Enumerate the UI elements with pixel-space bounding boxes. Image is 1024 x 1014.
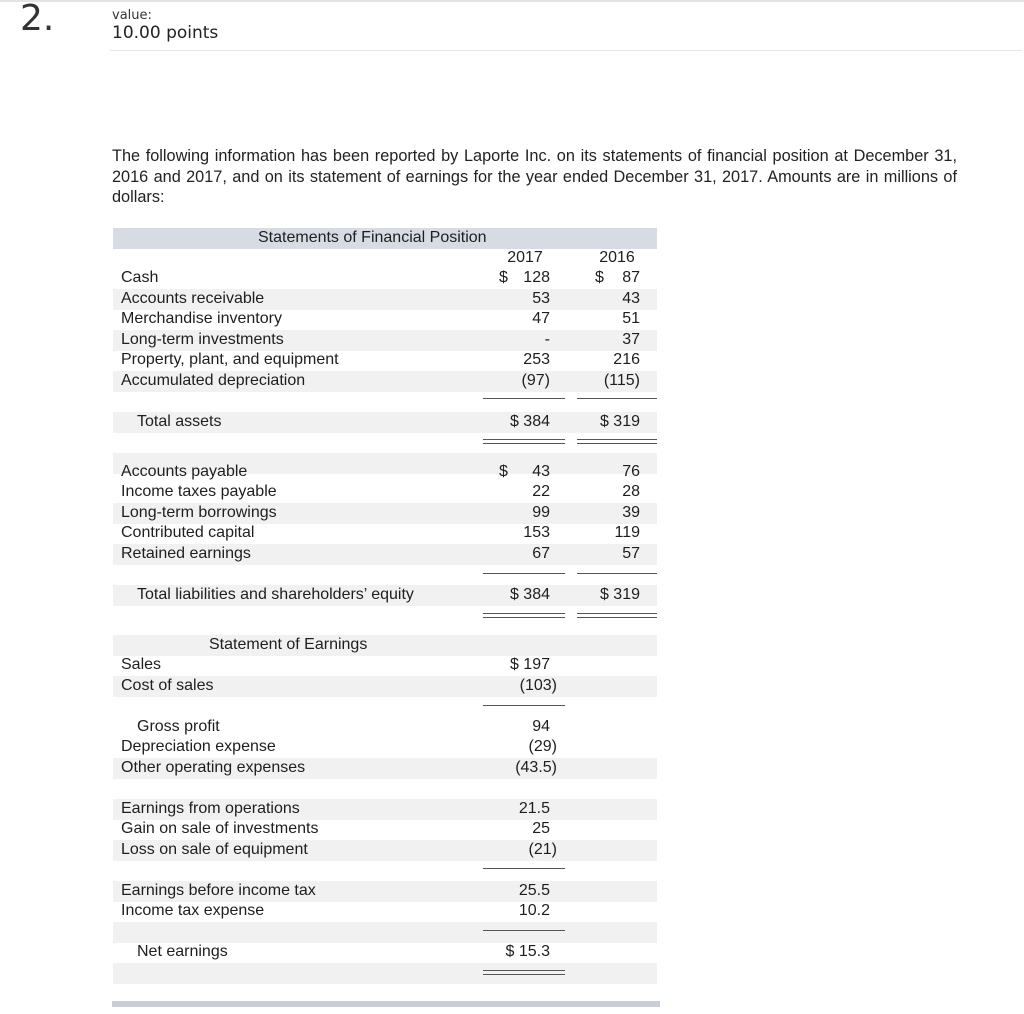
- row-band: [113, 635, 657, 656]
- sfp-title: Statements of Financial Position: [258, 229, 487, 246]
- subtotal-rule: [483, 573, 565, 574]
- subtotal-rule: [577, 573, 657, 574]
- double-rule: [577, 439, 657, 440]
- value-2017: 99: [532, 504, 550, 521]
- points-value: 10.00 points: [112, 23, 219, 43]
- dollar-sign: $: [499, 269, 508, 286]
- value-2017: -: [544, 331, 550, 348]
- value-2016: 28: [622, 483, 640, 500]
- value-2017: 21.5: [518, 800, 550, 817]
- total-2017: $ 384: [509, 586, 550, 603]
- value-2017: (103): [519, 677, 557, 694]
- row-label: Property, plant, and equipment: [121, 351, 339, 368]
- double-rule: [577, 617, 657, 618]
- row-label: Income tax expense: [121, 902, 265, 919]
- row-label: Contributed capital: [121, 524, 255, 541]
- value-label: value:: [112, 8, 152, 23]
- value-2016: 37: [622, 331, 640, 348]
- value-2017: (43.5): [515, 759, 557, 776]
- value-2016: 119: [614, 524, 640, 541]
- row-label: Sales: [121, 656, 162, 673]
- row-label: Merchandise inventory: [121, 310, 282, 327]
- value-2017: 53: [532, 290, 550, 307]
- value-2017: 25: [532, 820, 550, 837]
- value-2017: (21): [528, 841, 557, 858]
- value-2016: (115): [603, 372, 640, 389]
- subtotal-rule: [577, 398, 657, 399]
- row-label: Long-term borrowings: [121, 504, 277, 521]
- row-label: Loss on sale of equipment: [121, 841, 308, 858]
- double-rule: [483, 970, 565, 971]
- double-rule: [577, 613, 657, 614]
- row-label: Income taxes payable: [121, 483, 277, 500]
- subtotal-rule: [483, 398, 565, 399]
- row-label: Accumulated depreciation: [121, 372, 306, 389]
- value-2016: 39: [622, 504, 640, 521]
- value-2017: 128: [523, 269, 550, 286]
- value-2017: 94: [532, 718, 550, 735]
- value-2017: 43: [532, 463, 550, 480]
- value-2017: 153: [523, 524, 550, 541]
- row-label: Accounts receivable: [121, 290, 265, 307]
- value-2017: (97): [521, 372, 550, 389]
- header-divider: [110, 50, 1022, 51]
- row-label: Total assets: [137, 413, 222, 430]
- double-rule: [577, 443, 657, 444]
- value-2016: 87: [622, 269, 640, 286]
- double-rule: [483, 974, 565, 975]
- row-label: Net earnings: [137, 943, 228, 960]
- value-2016: 57: [622, 545, 640, 562]
- question-number: 2.: [20, 0, 55, 39]
- row-label: Gain on sale of investments: [121, 820, 319, 837]
- soe-title: Statement of Earnings: [209, 636, 368, 653]
- row-label: Other operating expenses: [121, 759, 306, 776]
- row-label: Cash: [121, 269, 159, 286]
- question-text: The following information has been reported by Laporte Inc. on its statements of financial position at December 31, 2016 and 2017, and on its statement of earnings for the year ended December 31, 2017. Amounts are in millions of dollars:: [112, 147, 957, 206]
- double-rule: [483, 613, 565, 614]
- double-rule: [483, 439, 565, 440]
- year-2017-header: 2017: [507, 249, 543, 266]
- row-label: Earnings before income tax: [121, 882, 316, 899]
- subtotal-rule: [483, 868, 565, 869]
- row-label: Cost of sales: [121, 677, 214, 694]
- row-label: Retained earnings: [121, 545, 251, 562]
- value-2016: 51: [622, 310, 640, 327]
- row-label: Accounts payable: [121, 463, 248, 480]
- value-2016: 43: [622, 290, 640, 307]
- value-2017: 67: [532, 545, 550, 562]
- dollar-sign: $: [499, 463, 508, 480]
- row-label: Long-term investments: [121, 331, 284, 348]
- row-band: [113, 963, 657, 984]
- subtotal-rule: [483, 930, 565, 931]
- value-2016: 76: [622, 463, 640, 480]
- double-rule: [483, 617, 565, 618]
- value-2017: 10.2: [518, 902, 550, 919]
- value-2017: 47: [532, 310, 550, 327]
- row-band: [113, 922, 657, 943]
- row-label: Earnings from operations: [121, 800, 300, 817]
- dollar-sign: $: [595, 269, 604, 286]
- subtotal-rule: [483, 705, 565, 706]
- total-2016: $ 319: [599, 413, 640, 430]
- total-2016: $ 319: [599, 586, 640, 603]
- scrollbar-track[interactable]: [112, 1001, 660, 1007]
- value-2017: $ 197: [509, 656, 550, 673]
- value-2017: 25.5: [518, 882, 550, 899]
- row-label: Depreciation expense: [121, 738, 276, 755]
- year-2016-header: 2016: [599, 249, 635, 266]
- financial-statements-table: [113, 228, 657, 1008]
- row-label: Total liabilities and shareholders’ equity: [137, 586, 414, 603]
- top-border: [0, 0, 1024, 2]
- value-2017: 253: [523, 351, 550, 368]
- value-2017: (29): [528, 738, 557, 755]
- double-rule: [483, 443, 565, 444]
- value-2017: 22: [532, 483, 550, 500]
- total-2017: $ 384: [509, 413, 550, 430]
- value-2017: $ 15.3: [505, 943, 550, 960]
- value-2016: 216: [613, 351, 640, 368]
- row-label: Gross profit: [137, 718, 220, 735]
